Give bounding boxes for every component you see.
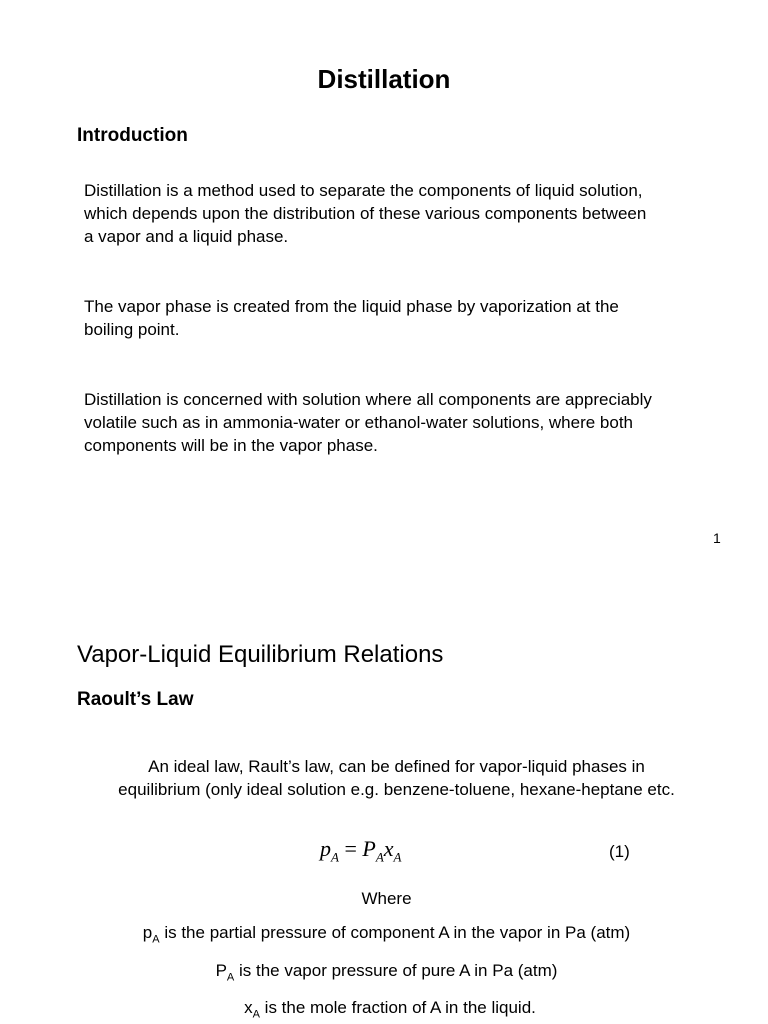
paragraph-line: Distillation is a method used to separate the components of liquid solution, — [84, 181, 643, 200]
definition-vapor-pressure: $P_A$ is the vapor pressure of pure A in Pa (atm) — [215, 961, 558, 984]
equation-rhs: $P_Ax_A$ — [362, 836, 402, 865]
subheading-raoults-law: Raoult’s Law — [77, 689, 194, 710]
paragraph-line: The vapor phase is created from the liquid phase by vaporization at the — [84, 297, 619, 316]
equation-number: (1) — [609, 842, 630, 861]
paragraph-3 — [84, 388, 652, 457]
section-title-vle: Vapor-Liquid Equilibrium Relations — [77, 641, 444, 668]
paragraph-line: a vapor and a liquid phase. — [84, 227, 289, 246]
paragraph-1 — [84, 179, 646, 248]
page-title: Distillation — [317, 64, 451, 94]
where-label: Where — [361, 889, 412, 908]
definition-partial-pressure: $p_A$ is the partial pressure of component A in the vapor in Pa (atm) — [142, 923, 631, 946]
equation-raoult — [320, 836, 402, 865]
paragraph-2 — [84, 295, 619, 341]
section-heading-introduction: Introduction — [77, 125, 188, 146]
definition-mole-fraction: $x_A$ is the mole fraction of A in the liquid. — [244, 998, 536, 1021]
paragraph-line: components will be in the vapor phase. — [84, 436, 378, 455]
paragraph-line: volatile such as in ammonia-water or ethanol-water solutions, where both — [84, 413, 633, 432]
paragraph-line: which depends upon the distribution of these various components between — [84, 204, 647, 223]
intro-paragraph — [0, 755, 768, 801]
paragraph-line: Distillation is concerned with solution where all components are appreciably — [84, 390, 652, 409]
page-number: 1 — [713, 530, 721, 546]
paragraph-line: An ideal law, Rault’s law, can be defined for vapor-liquid phases in — [148, 757, 645, 776]
paragraph-line: equilibrium (only ideal solution e.g. benzene-toluene, hexane-heptane etc. — [118, 780, 675, 799]
equation-equals: = — [344, 836, 357, 861]
equation-lhs: $p_A$ — [320, 836, 339, 865]
paragraph-line: boiling point. — [84, 320, 180, 339]
